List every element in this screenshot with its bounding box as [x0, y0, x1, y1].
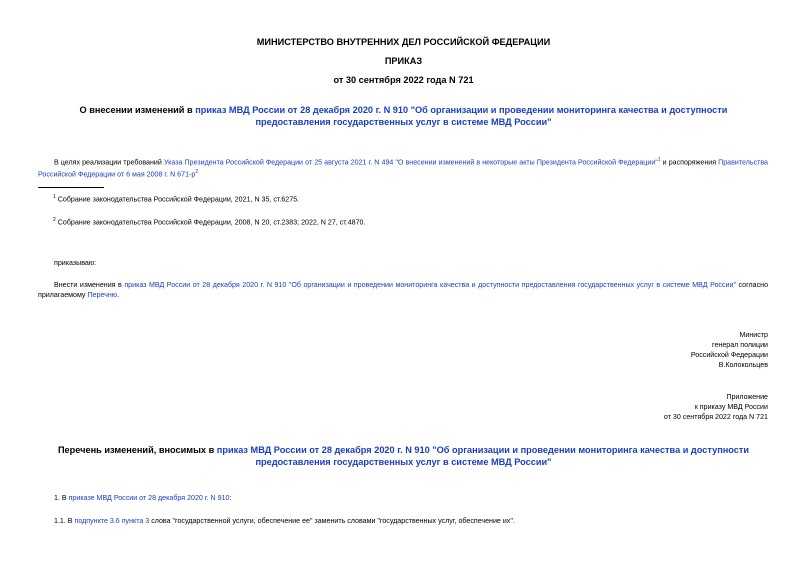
list-item-1-1 — [54, 516, 768, 526]
title-prefix: О внесении изменений в — [79, 105, 196, 115]
decree-link[interactable]: Указа Президента Российской Федерации от 25 августа 2021 г. N 494 "О внесении изменений в некоторые акты Президента Российской Федерации" — [163, 158, 658, 167]
list-title — [50, 444, 757, 468]
preamble-text-1: В целях реализации требований — [54, 158, 164, 167]
preamble-paragraph — [38, 155, 768, 180]
list-title-link[interactable]: приказ МВД России от 28 декабря 2020 г. N 910 "Об организации и проведении мониторинга качества и доступности предоставления государственных услуг в системе МВД России" — [216, 445, 750, 467]
footnote-2 — [53, 215, 365, 227]
footnote-2-mark: 2 — [53, 217, 56, 223]
list-title-prefix: Перечень изменений, вносимых в — [57, 445, 217, 455]
title-link[interactable]: приказ МВД России от 28 декабря 2020 г. N 910 "Об организации и проведении мониторинга качества и доступности предоставления государственных услуг в системе МВД России" — [195, 105, 728, 127]
doc-date-number: от 30 сентября 2022 года N 721 — [333, 75, 474, 85]
signature-position: Министр — [739, 331, 768, 339]
order-text-1: Внести изменения в — [54, 281, 125, 289]
appendix-date: от 30 сентября 2022 года N 721 — [663, 413, 768, 421]
government-order-link[interactable]: Правительства Российской Федерации от 6 мая 2008 г. N 671-р — [38, 158, 769, 179]
document-title — [50, 104, 757, 128]
signature-name: В.Колокольцев — [718, 361, 768, 369]
clause-link[interactable]: пункта 3 — [121, 517, 150, 525]
signature-country: Российской Федерации — [690, 351, 768, 359]
signature-rank: генерал полиции — [712, 341, 768, 349]
list-item-1 — [54, 493, 231, 503]
appendix-block — [468, 392, 768, 422]
order-text-3: . — [117, 291, 120, 299]
order-text-2: согласно прилагаемому — [38, 281, 769, 299]
item-2-prefix: 1.1. В — [54, 517, 75, 525]
subclause-link[interactable]: подпункте 3.6 — [74, 517, 120, 525]
preamble-text-2: и распоряжения — [660, 158, 719, 167]
item-2-suffix: слова "государственной услуги, обеспечение ее" заменить словами "государственных услуг, обеспечение их". — [149, 517, 515, 525]
footnote-1 — [53, 192, 299, 204]
footnote-divider — [38, 187, 104, 188]
footnote-1-text: Собрание законодательства Российской Федерации, 2021, N 35, ст.6275. — [55, 195, 300, 204]
appendix-ref: к приказу МВД России — [694, 403, 768, 411]
signature-block — [468, 330, 768, 370]
order-word: приказываю: — [54, 259, 97, 267]
footnote-ref-1[interactable]: 1 — [657, 157, 661, 163]
order-link[interactable]: приказ МВД России от 28 декабря 2020 г. N 910 "Об организации и проведении мониторинга качества и доступности предоставления государственных услуг в системе МВД России" — [124, 281, 736, 289]
item-1-prefix: 1. В — [54, 494, 69, 502]
footnote-ref-2[interactable]: 2 — [195, 169, 199, 176]
footnote-1-mark: 1 — [53, 194, 56, 200]
appendix-label: Приложение — [726, 393, 768, 401]
item-1-suffix: : — [229, 494, 232, 502]
item-1-link[interactable]: приказе МВД России от 28 декабря 2020 г. N 910 — [68, 494, 230, 502]
doc-type: ПРИКАЗ — [384, 56, 423, 66]
footnote-2-text: Собрание законодательства Российской Федерации, 2008, N 20, ст.2383; 2022, N 27, ст.4870. — [55, 218, 366, 227]
ministry-heading: МИНИСТЕРСТВО ВНУТРЕННИХ ДЕЛ РОССИЙСКОЙ ФЕДЕРАЦИИ — [256, 37, 551, 47]
order-paragraph — [38, 280, 768, 300]
list-link[interactable]: Перечню — [87, 291, 118, 299]
